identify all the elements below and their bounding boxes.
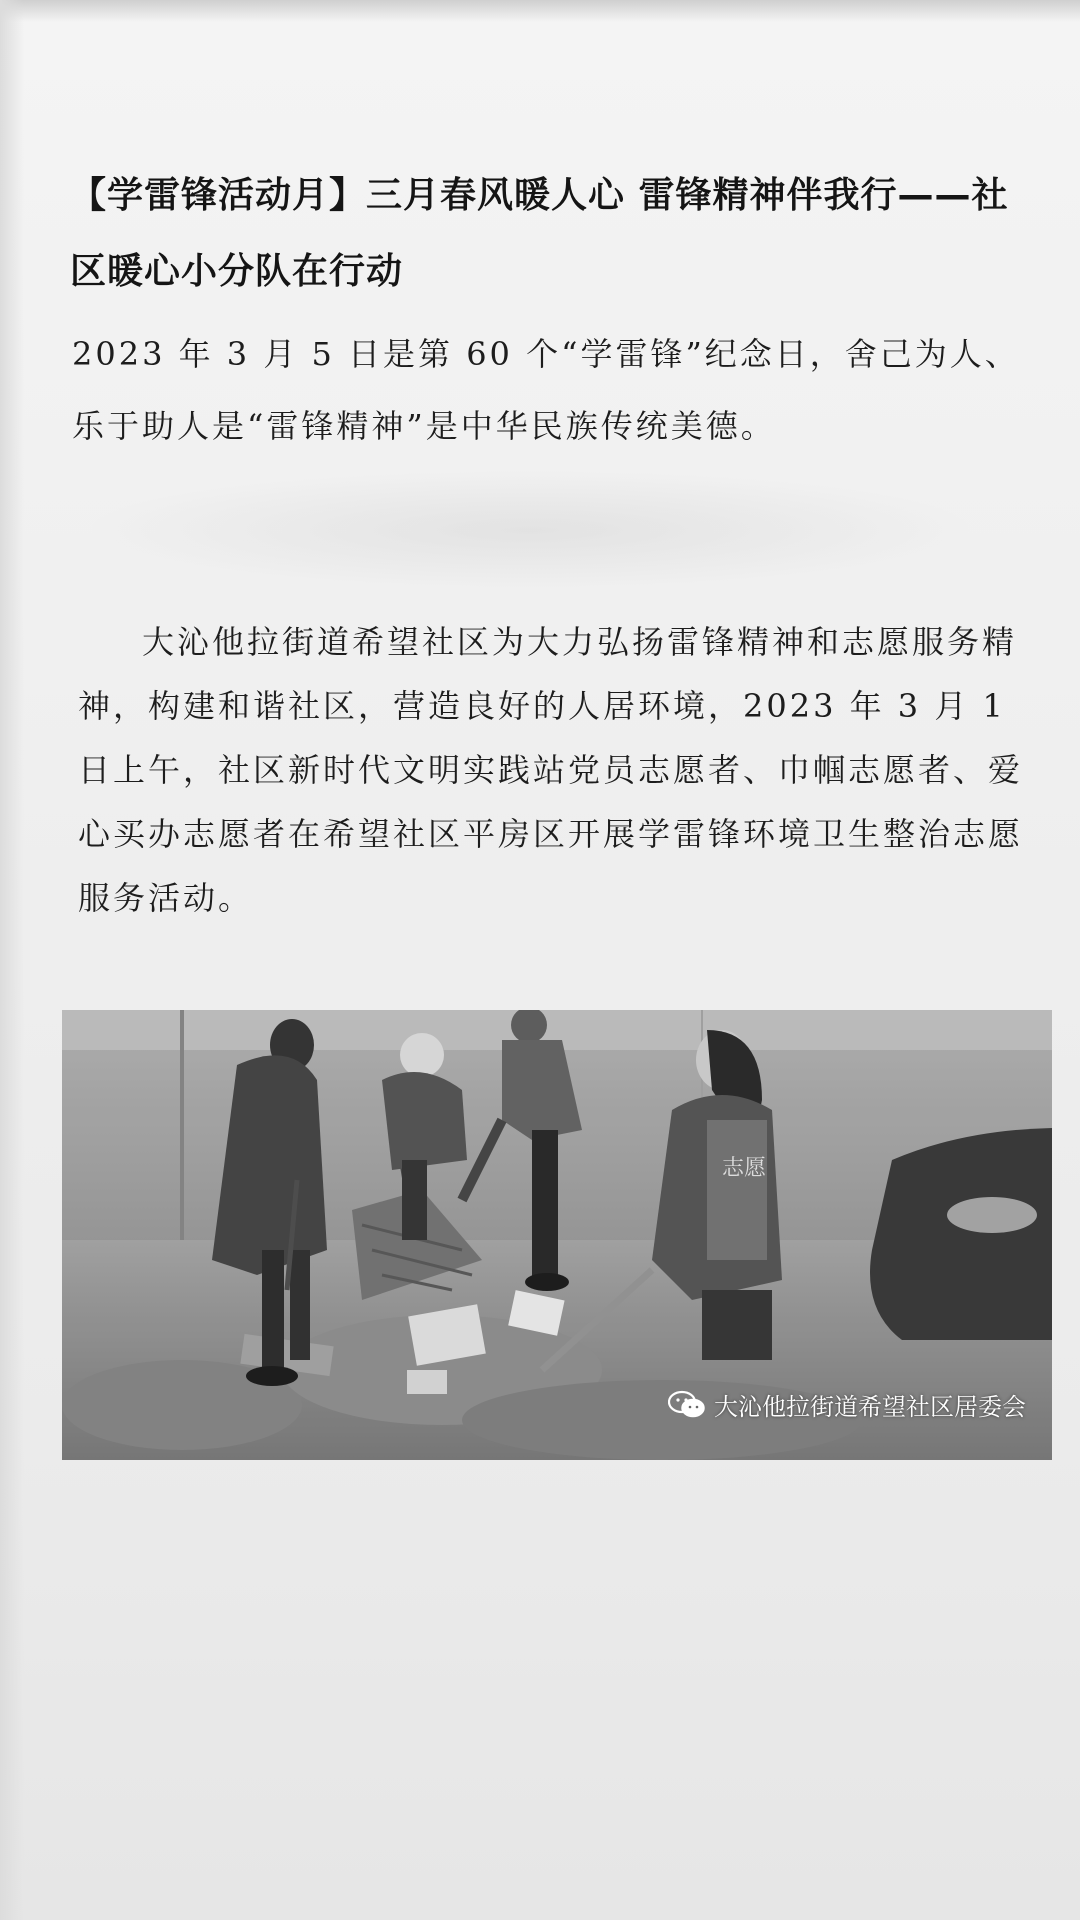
watermark-text: 大沁他拉街道希望社区居委会 xyxy=(714,1393,1026,1421)
volunteer-photo xyxy=(62,1010,1052,1460)
vest-text: 志愿 xyxy=(722,1156,767,1181)
page-shadow xyxy=(0,0,1080,22)
article-paragraph-2: 大沁他拉街道希望社区为大力弘扬雷锋精神和志愿服务精神，构建和谐社区，营造良好的人居环境，2023 年 3 月 1 日上午，社区新时代文明实践站党员志愿者、巾帼志愿者、爱心买办志愿者在希望社区平房区开展学雷锋环境卫生整治志愿服务活动。 xyxy=(78,623,1024,917)
page-edge-shadow xyxy=(0,0,24,1920)
photo-watermark xyxy=(668,1387,1026,1422)
wechat-icon xyxy=(668,1390,706,1420)
article-paragraph-1: 2023 年 3 月 5 日是第 60 个“学雷锋”纪念日，舍己为人、乐于助人是“雷锋精神”是中华民族传统美德。 xyxy=(72,335,1020,445)
paper-smudge xyxy=(80,470,980,590)
article-title: 【学雷锋活动月】三月春风暖人心 雷锋精神伴我行——社区暖心小分队在行动 xyxy=(70,175,1009,292)
